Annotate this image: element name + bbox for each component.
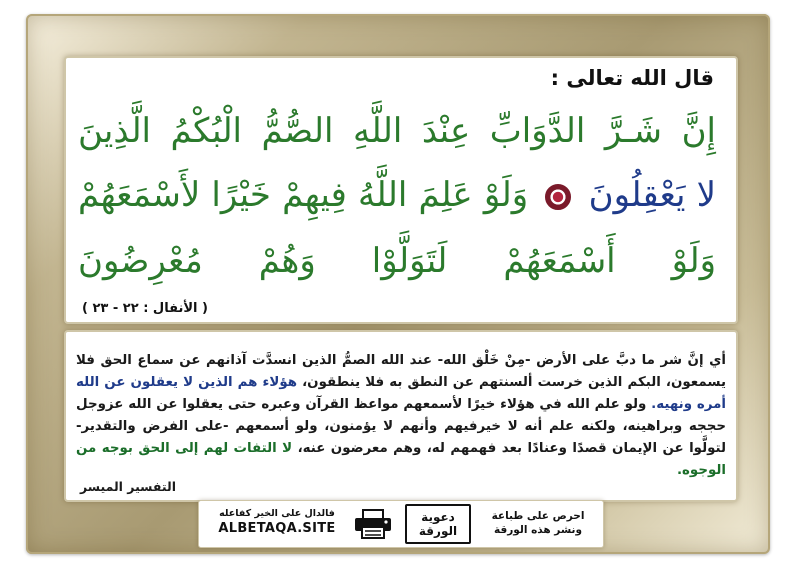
- logo-bottom: الورقة: [418, 524, 458, 538]
- site-box: [207, 506, 347, 542]
- verse-line-2-part-a: لا يَعْقِلُونَ: [588, 175, 717, 215]
- site-slogan: فالدال على الخير كفاعله: [219, 508, 335, 519]
- tafsir-sentence-4: لا التفات لهم إلى الحق بوجه من الوجوه.: [76, 441, 726, 478]
- verse-line-3-text: وَلَوْ أَسْمَعَهُمْ لَتَوَلَّوْا وَهُمْ مُعْرِضُونَ: [78, 241, 716, 281]
- verse-reference: ( الأنفال : ٢٢ - ٢٣ ): [82, 301, 208, 316]
- verse-line-1: إِنَّ شَـرَّ الدَّوَابِّ عِنْدَ اللَّهِ الصُّمُّ الْبُكْمُ الَّذِينَ: [78, 111, 716, 151]
- tafsir-source: التفسير الميسر: [80, 479, 176, 494]
- ayah-end-icon: [545, 184, 571, 210]
- logo: [405, 504, 471, 544]
- tafsir-text: [76, 350, 726, 482]
- tafsir-sentence-3: ولو علم الله في هؤلاء خيرًا لأسمعهم مواعظ القرآن وعبره حتى يعقلوا عن الله عزوجل حججه وبراهينه، ولكنه علم أنه لا خيرفيهم وأنهم لا يؤمنون، ولو أسمعهم -على الفرض والتقدير- لتولَّوا عن الإيمان قصدًا وعنادًا بعد فهمهم له، وهم معرضون عنه،: [76, 397, 726, 456]
- site-url[interactable]: ALBETAQA.SITE: [218, 521, 336, 536]
- call-to-action: [483, 509, 593, 537]
- tafsir-panel: [64, 330, 738, 502]
- logo-top: دعوية: [421, 510, 455, 524]
- cta-line-2: ونشر هذه الورقة: [494, 524, 582, 536]
- verse-line-3: [78, 234, 716, 288]
- verse-line-2: [78, 168, 716, 222]
- footer-banner: [198, 500, 604, 548]
- tafsir-sentence-1: أي إنَّ شر ما دبَّ على الأرض -مِنْ خَلْق الله- عند الله الصمُّ الذين انسدَّت آذانهم عن سماع الحق فلا يسمعون، البكم الذين خرست ألسنتهم عن النطق به فلا ينطقون،: [76, 353, 726, 390]
- verse-panel: [64, 56, 738, 324]
- printer-icon: [353, 509, 393, 539]
- verse-intro: قال الله تعالى :: [550, 66, 714, 90]
- cta-line-1: احرص على طباعة: [491, 510, 585, 522]
- tafsir-sentence-2: هؤلاء هم الذين لا يعقلون عن الله أمره ونهيه.: [76, 375, 726, 412]
- verse-line-2-part-b: وَلَوْ عَلِمَ اللَّهُ فِيهِمْ خَيْرًا لأَسْمَعَهُمْ: [78, 175, 529, 215]
